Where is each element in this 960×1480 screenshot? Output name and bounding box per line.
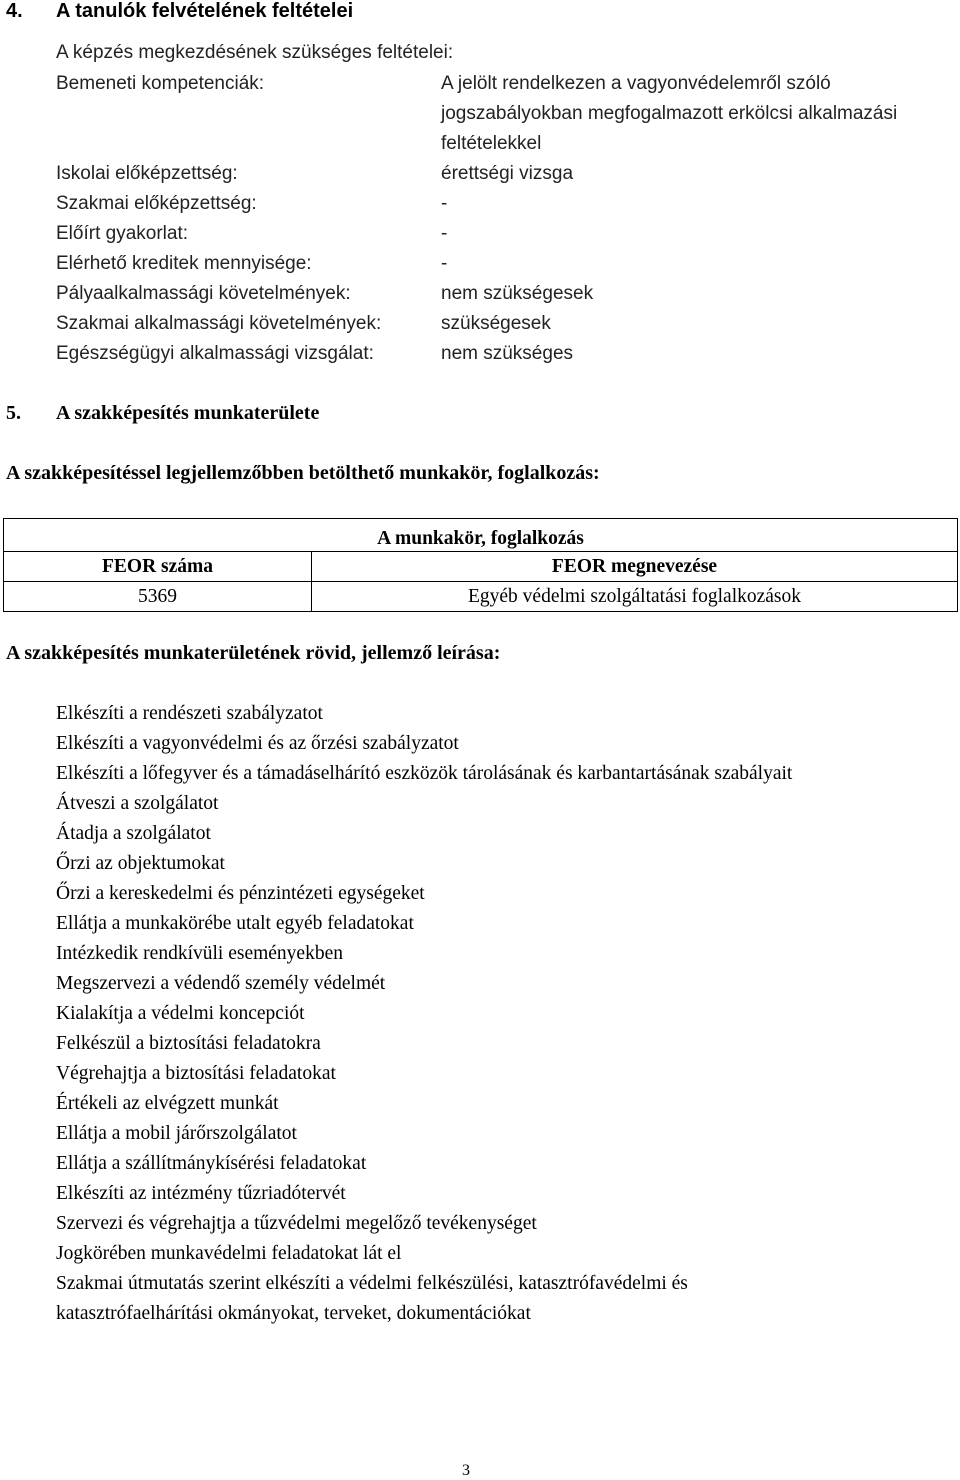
req-label-input-competencies: Bemeneti kompetenciák: [56,73,265,94]
req-value-practice: - [441,223,448,244]
req-value-input-competencies-line1: A jelölt rendelkezen a vagyonvédelemről szóló [441,73,831,94]
description-heading: A szakképesítés munkaterületének rövid, jellemző leírása: [6,642,501,664]
req-value-professional-aptitude: szükségesek [441,313,551,334]
task-item: Őrzi a kereskedelmi és pénzintézeti egységeket [56,883,425,904]
req-label-practice: Előírt gyakorlat: [56,223,188,244]
task-item: Ellátja a szállítmánykísérési feladatokat [56,1153,367,1174]
feor-col-name-header: FEOR megnevezése [312,552,958,582]
task-item: Végrehajtja a biztosítási feladatokat [56,1063,336,1084]
req-value-input-competencies-line2: jogszabályokban megfogalmazott erkölcsi alkalmazási [441,103,898,124]
page-number: 3 [462,1462,470,1479]
req-label-credits: Elérhető kreditek mennyisége: [56,253,312,274]
task-item: Őrzi az objektumokat [56,853,225,874]
task-item: Szakmai útmutatás szerint elkészíti a védelmi felkészülési, katasztrófavédelmi és [56,1273,688,1294]
task-item: Kialakítja a védelmi koncepciót [56,1003,305,1024]
task-item: Értékeli az elvégzett munkát [56,1093,279,1114]
task-item: Átveszi a szolgálatot [56,793,219,814]
task-item: Felkészül a biztosítási feladatokra [56,1033,321,1054]
task-item: Jogkörében munkavédelmi feladatokat lát el [56,1243,402,1264]
feor-name-cell: Egyéb védelmi szolgáltatási foglalkozások [312,582,958,612]
task-item: Ellátja a mobil járőrszolgálatot [56,1123,297,1144]
req-label-professional: Szakmai előképzettség: [56,193,257,214]
task-item: Elkészíti az intézmény tűzriadótervét [56,1183,346,1204]
section-5-subheading: A szakképesítéssel legjellemzőbben betölthető munkakör, foglalkozás: [6,462,600,484]
section-4-number: 4. [6,0,23,22]
req-value-input-competencies-line3: feltételekkel [441,133,542,154]
req-label-school: Iskolai előképzettség: [56,163,238,184]
feor-table [3,518,958,612]
req-label-career-aptitude: Pályaalkalmassági követelmények: [56,283,351,304]
req-value-career-aptitude: nem szükségesek [441,283,594,304]
req-value-professional: - [441,193,448,214]
task-item: Ellátja a munkakörébe utalt egyéb feladatokat [56,913,414,934]
feor-table-caption: A munkakör, foglalkozás [4,519,958,552]
task-item: Átadja a szolgálatot [56,823,211,844]
section-4-intro: A képzés megkezdésének szükséges feltételei: [56,42,454,63]
section-5-number: 5. [6,402,21,424]
req-value-credits: - [441,253,448,274]
section-4-title: A tanulók felvételének feltételei [56,0,354,22]
task-item: Elkészíti a vagyonvédelmi és az őrzési szabályzatot [56,733,459,754]
task-item: Megszervezi a védendő személy védelmét [56,973,386,994]
task-item: Elkészíti a lőfegyver és a támadáselhárító eszközök tárolásának és karbantartásának szabályait [56,763,793,784]
task-item: katasztrófaelhárítási okmányokat, terveket, dokumentációkat [56,1303,531,1324]
feor-col-code-header: FEOR száma [4,552,312,582]
task-item: Szervezi és végrehajtja a tűzvédelmi megelőző tevékenységet [56,1213,537,1234]
req-value-school: érettségi vizsga [441,163,574,184]
req-label-professional-aptitude: Szakmai alkalmassági követelmények: [56,313,382,334]
task-item: Intézkedik rendkívüli eseményekben [56,943,343,964]
req-label-health: Egészségügyi alkalmassági vizsgálat: [56,343,374,364]
feor-code-cell: 5369 [4,582,312,612]
section-5-title: A szakképesítés munkaterülete [56,402,320,424]
task-item: Elkészíti a rendészeti szabályzatot [56,703,323,724]
req-value-health: nem szükséges [441,343,574,364]
